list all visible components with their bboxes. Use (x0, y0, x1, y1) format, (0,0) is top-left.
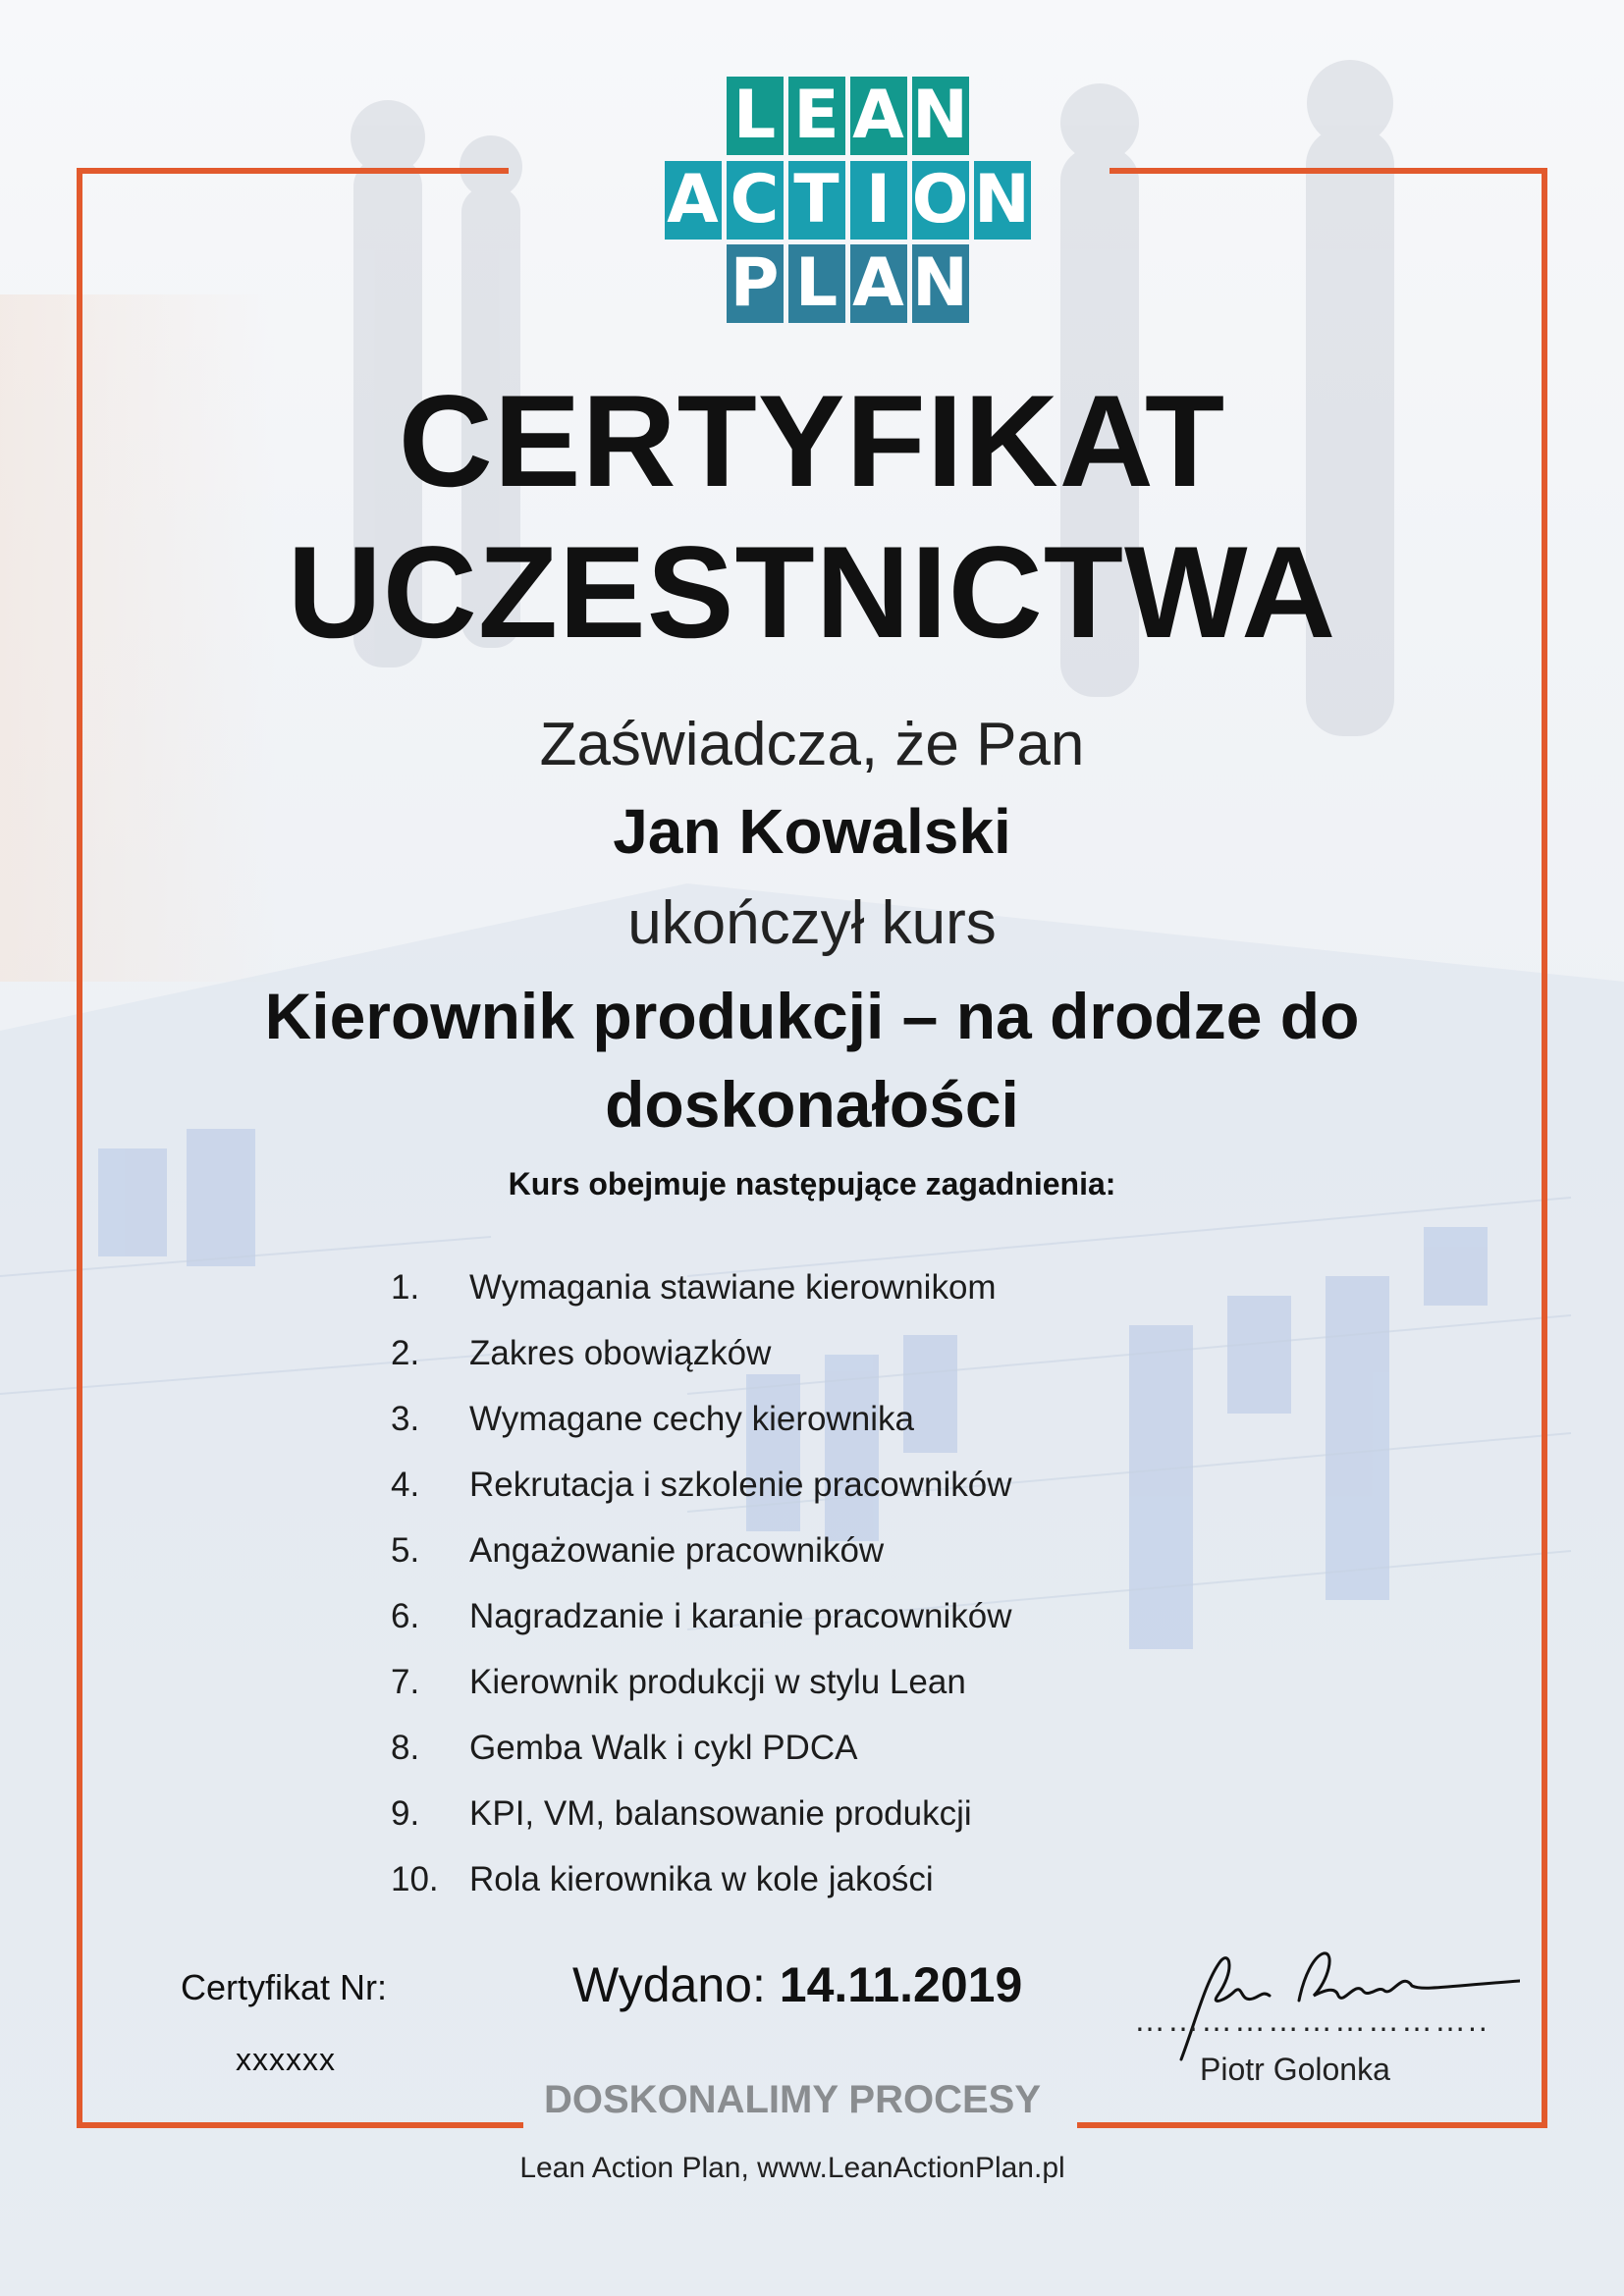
logo-letter: E (788, 77, 845, 155)
course-title (0, 972, 1624, 1148)
list-item (391, 1663, 1012, 1729)
certificate-title-line1: CERTYFIKAT (398, 369, 1226, 514)
list-item (391, 1597, 1012, 1663)
list-item-label: Rekrutacja i szkolenie pracowników (469, 1466, 1012, 1504)
list-item-number: 2. (391, 1334, 420, 1372)
intro-text: Zaświadcza, że Pan (539, 711, 1085, 778)
list-item-number: 7. (391, 1663, 420, 1701)
list-item (391, 1334, 1012, 1400)
logo-letter: P (727, 244, 784, 323)
logo-letter: N (974, 160, 1030, 239)
list-item (391, 1268, 1012, 1334)
issue-date (572, 1956, 1022, 2013)
list-item-number: 8. (391, 1729, 420, 1767)
list-item-label: Kierownik produkcji w stylu Lean (469, 1663, 966, 1701)
logo-letter: L (788, 244, 845, 323)
lean-action-plan-logo (642, 77, 1053, 324)
certificate-number-value: xxxxxx (236, 2042, 336, 2077)
logo-row-action (642, 161, 1053, 240)
logo-letter: A (665, 161, 722, 240)
signature-line: ………………………….. (1134, 2002, 1489, 2038)
list-item-number: 10. (391, 1860, 439, 1898)
frame-border-bottom-right (1077, 2122, 1547, 2128)
list-item-label: Angażowanie pracowników (469, 1531, 885, 1570)
list-item-number: 4. (391, 1466, 420, 1504)
logo-letter: O (911, 160, 969, 239)
list-item-number: 5. (391, 1531, 420, 1570)
course-title-line1: Kierownik produkcji – na drodze do (264, 980, 1360, 1052)
frame-border-top-left (77, 168, 509, 174)
completed-text: ukończył kurs (627, 889, 997, 957)
scope-heading: Kurs obejmuje następujące zagadnienia: (508, 1166, 1116, 1201)
list-item (391, 1531, 1012, 1597)
list-item-label: Rola kierownika w kole jakości (469, 1860, 934, 1898)
slogan: DOSKONALIMY PROCESY (544, 2078, 1041, 2121)
list-item-number: 3. (391, 1400, 420, 1438)
issue-date-value: 14.11.2019 (779, 1957, 1023, 2012)
list-item (391, 1860, 1012, 1926)
list-item-label: Nagradzanie i karanie pracowników (469, 1597, 1012, 1635)
topics-list (391, 1268, 1012, 1926)
list-item-number: 9. (391, 1794, 420, 1833)
list-item-number: 1. (391, 1268, 420, 1307)
logo-row-lean (642, 77, 1053, 156)
list-item-label: Wymagania stawiane kierownikom (469, 1268, 997, 1307)
logo-letter: L (727, 77, 784, 155)
list-item-number: 6. (391, 1597, 420, 1635)
certificate-title-line2: UCZESTNICTWA (287, 520, 1337, 666)
logo-row-plan (642, 244, 1053, 324)
logo-letter: I (850, 161, 907, 240)
participant-name: Jan Kowalski (613, 796, 1011, 867)
frame-border-top-right (1110, 168, 1547, 174)
list-item (391, 1729, 1012, 1794)
logo-letter: N (912, 77, 968, 154)
list-item (391, 1794, 1012, 1860)
list-item (391, 1400, 1012, 1466)
certificate-number-label: Certyfikat Nr: (181, 1967, 388, 2007)
footer-contact: Lean Action Plan, www.LeanActionPlan.pl (519, 2152, 1065, 2184)
logo-letter: A (850, 244, 907, 323)
list-item-label: KPI, VM, balansowanie produkcji (469, 1794, 972, 1833)
list-item-label: Gemba Walk i cykl PDCA (469, 1729, 858, 1767)
list-item (391, 1466, 1012, 1531)
frame-border-bottom-left (77, 2122, 523, 2128)
list-item-label: Zakres obowiązków (469, 1334, 772, 1372)
issue-date-label: Wydano: (572, 1957, 766, 2012)
logo-letter: N (912, 244, 968, 323)
logo-letter: C (727, 161, 784, 240)
list-item-label: Wymagane cechy kierownika (469, 1400, 914, 1438)
signer-name: Piotr Golonka (1200, 2052, 1390, 2087)
logo-letter: A (850, 77, 907, 155)
logo-letter: T (788, 161, 845, 240)
course-title-line2: doskonałości (605, 1068, 1019, 1141)
